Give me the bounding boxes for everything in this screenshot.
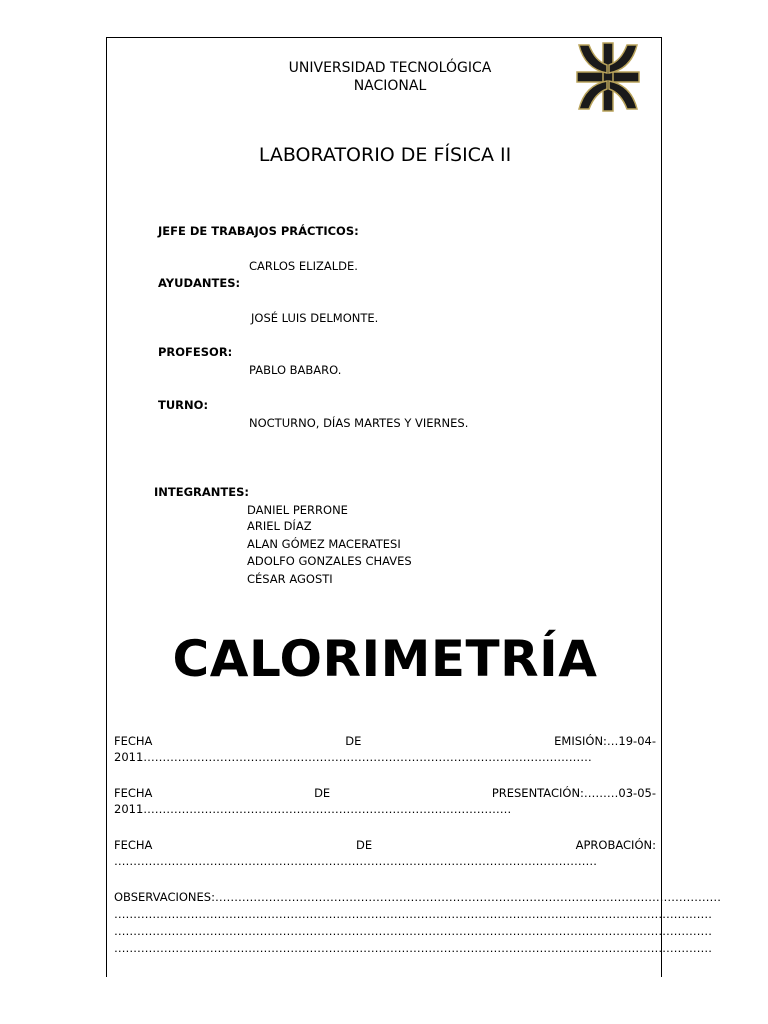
- fecha-emision: [114, 734, 656, 766]
- observaciones-label-line: OBSERVACIONES:……………………………………………………………………………………………………………………: [114, 890, 721, 904]
- jefe-label: JEFE DE TRABAJOS PRÁCTICOS:: [158, 224, 359, 238]
- observaciones-line-3: …………………………………………………………………………………………………………………………………………: [114, 941, 712, 955]
- ayudantes-value: JOSÉ LUIS DELMONTE.: [251, 311, 379, 325]
- member-3: ALAN GÓMEZ MACERATESI: [247, 537, 401, 551]
- integrantes-label: INTEGRANTES:: [154, 485, 250, 499]
- fecha-aprobacion-line-2: ………………………………………………………………………………………………………………: [114, 854, 597, 868]
- fecha-emision-line-2: 2011………………………………………………………………………………………………………: [114, 750, 592, 764]
- member-1: DANIEL PERRONE: [247, 503, 348, 517]
- fecha-presentacion-word-1: FECHA: [114, 786, 153, 800]
- profesor-label: PROFESOR:: [158, 345, 233, 359]
- observaciones-line-1: …………………………………………………………………………………………………………………………………………: [114, 907, 712, 921]
- fecha-aprobacion: [114, 838, 656, 870]
- fecha-aprobacion-word-2: DE: [355, 838, 373, 852]
- fecha-emision-word-2: DE: [345, 734, 362, 748]
- fecha-aprobacion-word-3: APROBACIÓN:: [575, 838, 656, 852]
- turno-value: NOCTURNO, DÍAS MARTES Y VIERNES.: [249, 416, 469, 430]
- observaciones: [114, 890, 721, 958]
- fecha-presentacion-line-2: 2011……………………………………………………………………………………: [114, 802, 512, 816]
- university-line-1: UNIVERSIDAD TECNOLÓGICA: [288, 60, 492, 76]
- fecha-presentacion: [114, 786, 656, 818]
- fecha-emision-word-1: FECHA: [114, 734, 153, 748]
- fecha-presentacion-word-2: DE: [314, 786, 331, 800]
- utn-logo-icon: [577, 43, 639, 111]
- turno-label: TURNO:: [158, 398, 209, 412]
- lab-title: LABORATORIO DE FÍSICA II: [258, 144, 512, 166]
- member-2: ARIEL DÍAZ: [247, 519, 312, 533]
- profesor-value: PABLO BABARO.: [249, 363, 342, 377]
- observaciones-line-2: …………………………………………………………………………………………………………………………………………: [114, 924, 712, 938]
- university-line-2: NACIONAL: [353, 78, 427, 94]
- fecha-aprobacion-word-1: FECHA: [114, 838, 153, 852]
- member-5: CÉSAR AGOSTI: [247, 572, 333, 586]
- member-4: ADOLFO GONZALES CHAVES: [247, 554, 412, 568]
- jefe-value: CARLOS ELIZALDE.: [249, 259, 358, 273]
- document-page: [106, 37, 721, 977]
- fecha-emision-word-3: EMISIÓN:…19-04-: [554, 734, 656, 748]
- main-title: CALORIMETRÍA: [172, 630, 598, 688]
- fecha-presentacion-word-3: PRESENTACIÓN:………03-05-: [491, 786, 656, 800]
- ayudantes-label: AYUDANTES:: [158, 276, 241, 290]
